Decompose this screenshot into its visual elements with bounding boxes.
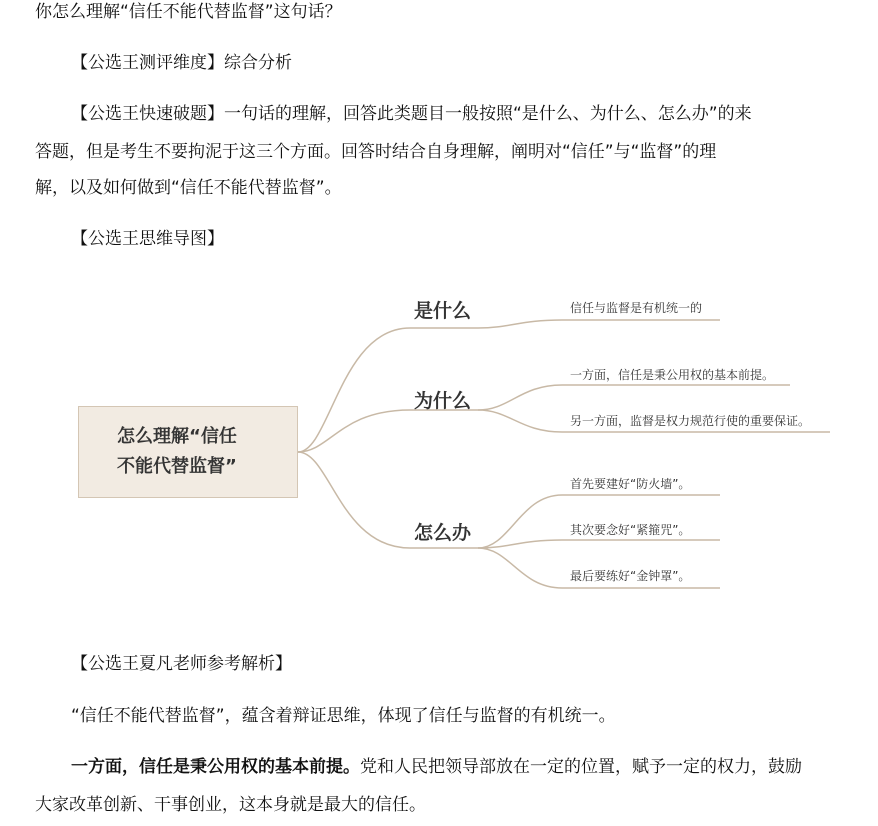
- point-1-rest: 党和人民把领导部放在一定的位置，赋予一定的权力，鼓励: [360, 757, 802, 777]
- point-1-bold: 一方面，信任是秉公用权的基本前提。: [71, 757, 360, 777]
- mind-map: [0, 270, 878, 610]
- branch-what: 是什么: [414, 300, 472, 322]
- leaf-how-3: 最后要练好“金钟罩”。: [570, 569, 691, 583]
- center-node-line-2: 不能代替监督”: [117, 456, 237, 477]
- quick-analysis-line-2: 答题，但是考生不要拘泥于这三个方面。回答时结合自身理解，阐明对“信任”与“监督”的理: [35, 142, 717, 162]
- quick-analysis-line-3: 解，以及如何做到“信任不能代替监督”。: [35, 178, 342, 198]
- leaf-how-1: 首先要建好“防火墙”。: [570, 477, 691, 491]
- branch-why: 为什么: [414, 390, 472, 412]
- connector-center-what: [298, 328, 410, 452]
- leaf-why-1: 一方面，信任是秉公用权的基本前提。: [570, 368, 775, 382]
- connector-why-1: [478, 385, 562, 410]
- mind-map-center-node: [78, 406, 298, 498]
- connector-center-how: [298, 452, 410, 548]
- connector-center-why: [298, 410, 410, 452]
- leaf-what-1: 信任与监督是有机统一的: [570, 301, 703, 315]
- dimension-text: 【公选王测评维度】综合分析: [71, 53, 292, 73]
- connector-how-3: [478, 548, 562, 588]
- leaf-why-2: 另一方面，监督是权力规范行使的重要保证。: [570, 414, 811, 428]
- connector-how-2: [478, 540, 562, 548]
- connector-what-1: [478, 320, 562, 328]
- quick-analysis-line-1: 【公选王快速破题】一句话的理解，回答此类题目一般按照“是什么、为什么、怎么办”的来: [71, 104, 752, 124]
- point-1-line-2: 大家改革创新、干事创业，这本身就是最大的信任。: [35, 795, 426, 815]
- connector-why-2: [478, 410, 562, 432]
- branch-how: 怎么办: [414, 522, 472, 544]
- mindmap-heading: 【公选王思维导图】: [71, 229, 224, 249]
- analysis-heading: 【公选王夏凡老师参考解析】: [71, 654, 292, 674]
- center-node-line-1: 怎么理解“信任: [117, 426, 237, 447]
- point-1-line-1: [71, 757, 878, 777]
- question-text: 你怎么理解“信任不能代替监督”这句话？: [35, 2, 342, 22]
- analysis-intro: “信任不能代替监督”，蕴含着辩证思维，体现了信任与监督的有机统一。: [71, 706, 616, 726]
- leaf-how-2: 其次要念好“紧箍咒”。: [570, 523, 691, 537]
